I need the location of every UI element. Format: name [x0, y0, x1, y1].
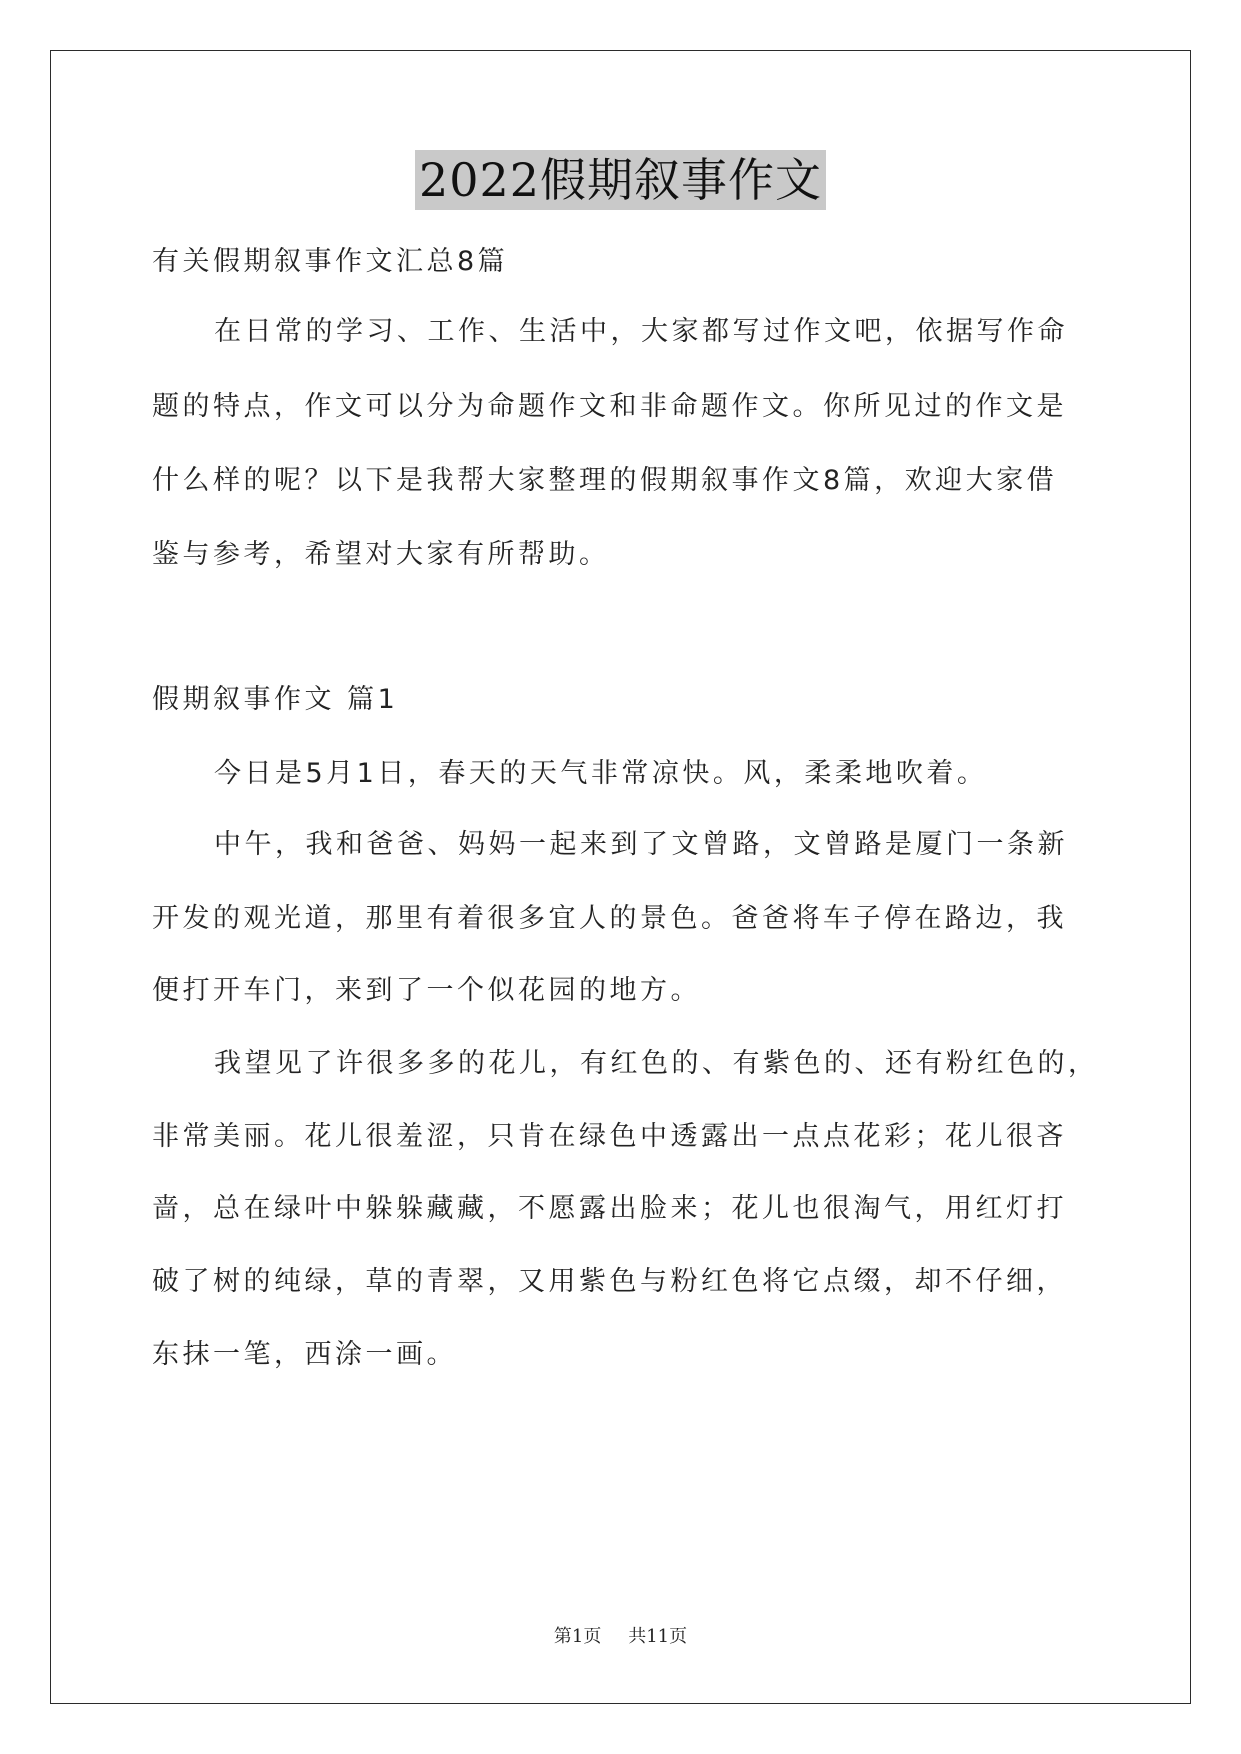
para2-line-1: 中午，我和爸爸、妈妈一起来到了文曾路，文曾路是厦门一条新 [214, 829, 1068, 860]
para3-line-4: 破了树的纯绿，草的青翠，又用紫色与粉红色将它点缀，却不仔细， [152, 1266, 1067, 1297]
document-title: 2022假期叙事作文 [415, 150, 826, 210]
para3-line-5: 东抹一笔，西涂一画。 [152, 1339, 457, 1370]
intro-line-1: 在日常的学习、工作、生活中，大家都写过作文吧，依据写作命 [214, 316, 1068, 347]
document-subtitle: 有关假期叙事作文汇总8篇 [152, 246, 509, 277]
para2-line-3: 便打开车门，来到了一个似花园的地方。 [152, 975, 701, 1006]
title-container [0, 150, 1241, 210]
intro-line-4: 鉴与参考，希望对大家有所帮助。 [152, 539, 610, 570]
para1-line-1: 今日是5月1日，春天的天气非常凉快。风，柔柔地吹着。 [214, 758, 988, 789]
section-heading: 假期叙事作文 篇1 [152, 684, 399, 715]
intro-line-2: 题的特点，作文可以分为命题作文和非命题作文。你所见过的作文是 [152, 391, 1067, 422]
para3-line-2: 非常美丽。花儿很羞涩，只肯在绿色中透露出一点点花彩；花儿很吝 [152, 1121, 1067, 1152]
para2-line-2: 开发的观光道，那里有着很多宜人的景色。爸爸将车子停在路边，我 [152, 903, 1067, 934]
para3-line-3: 啬，总在绿叶中躲躲藏藏，不愿露出脸来；花儿也很淘气，用红灯打 [152, 1193, 1067, 1224]
page-number: 第1页 [553, 1626, 602, 1647]
intro-line-3: 什么样的呢？以下是我帮大家整理的假期叙事作文8篇，欢迎大家借 [152, 465, 1058, 496]
para3-line-1: 我望见了许很多多的花儿，有红色的、有紫色的、还有粉红色的， [214, 1048, 1099, 1079]
page-total: 共11页 [628, 1626, 688, 1647]
page-border [50, 50, 1191, 1704]
page-footer [0, 1622, 1241, 1648]
